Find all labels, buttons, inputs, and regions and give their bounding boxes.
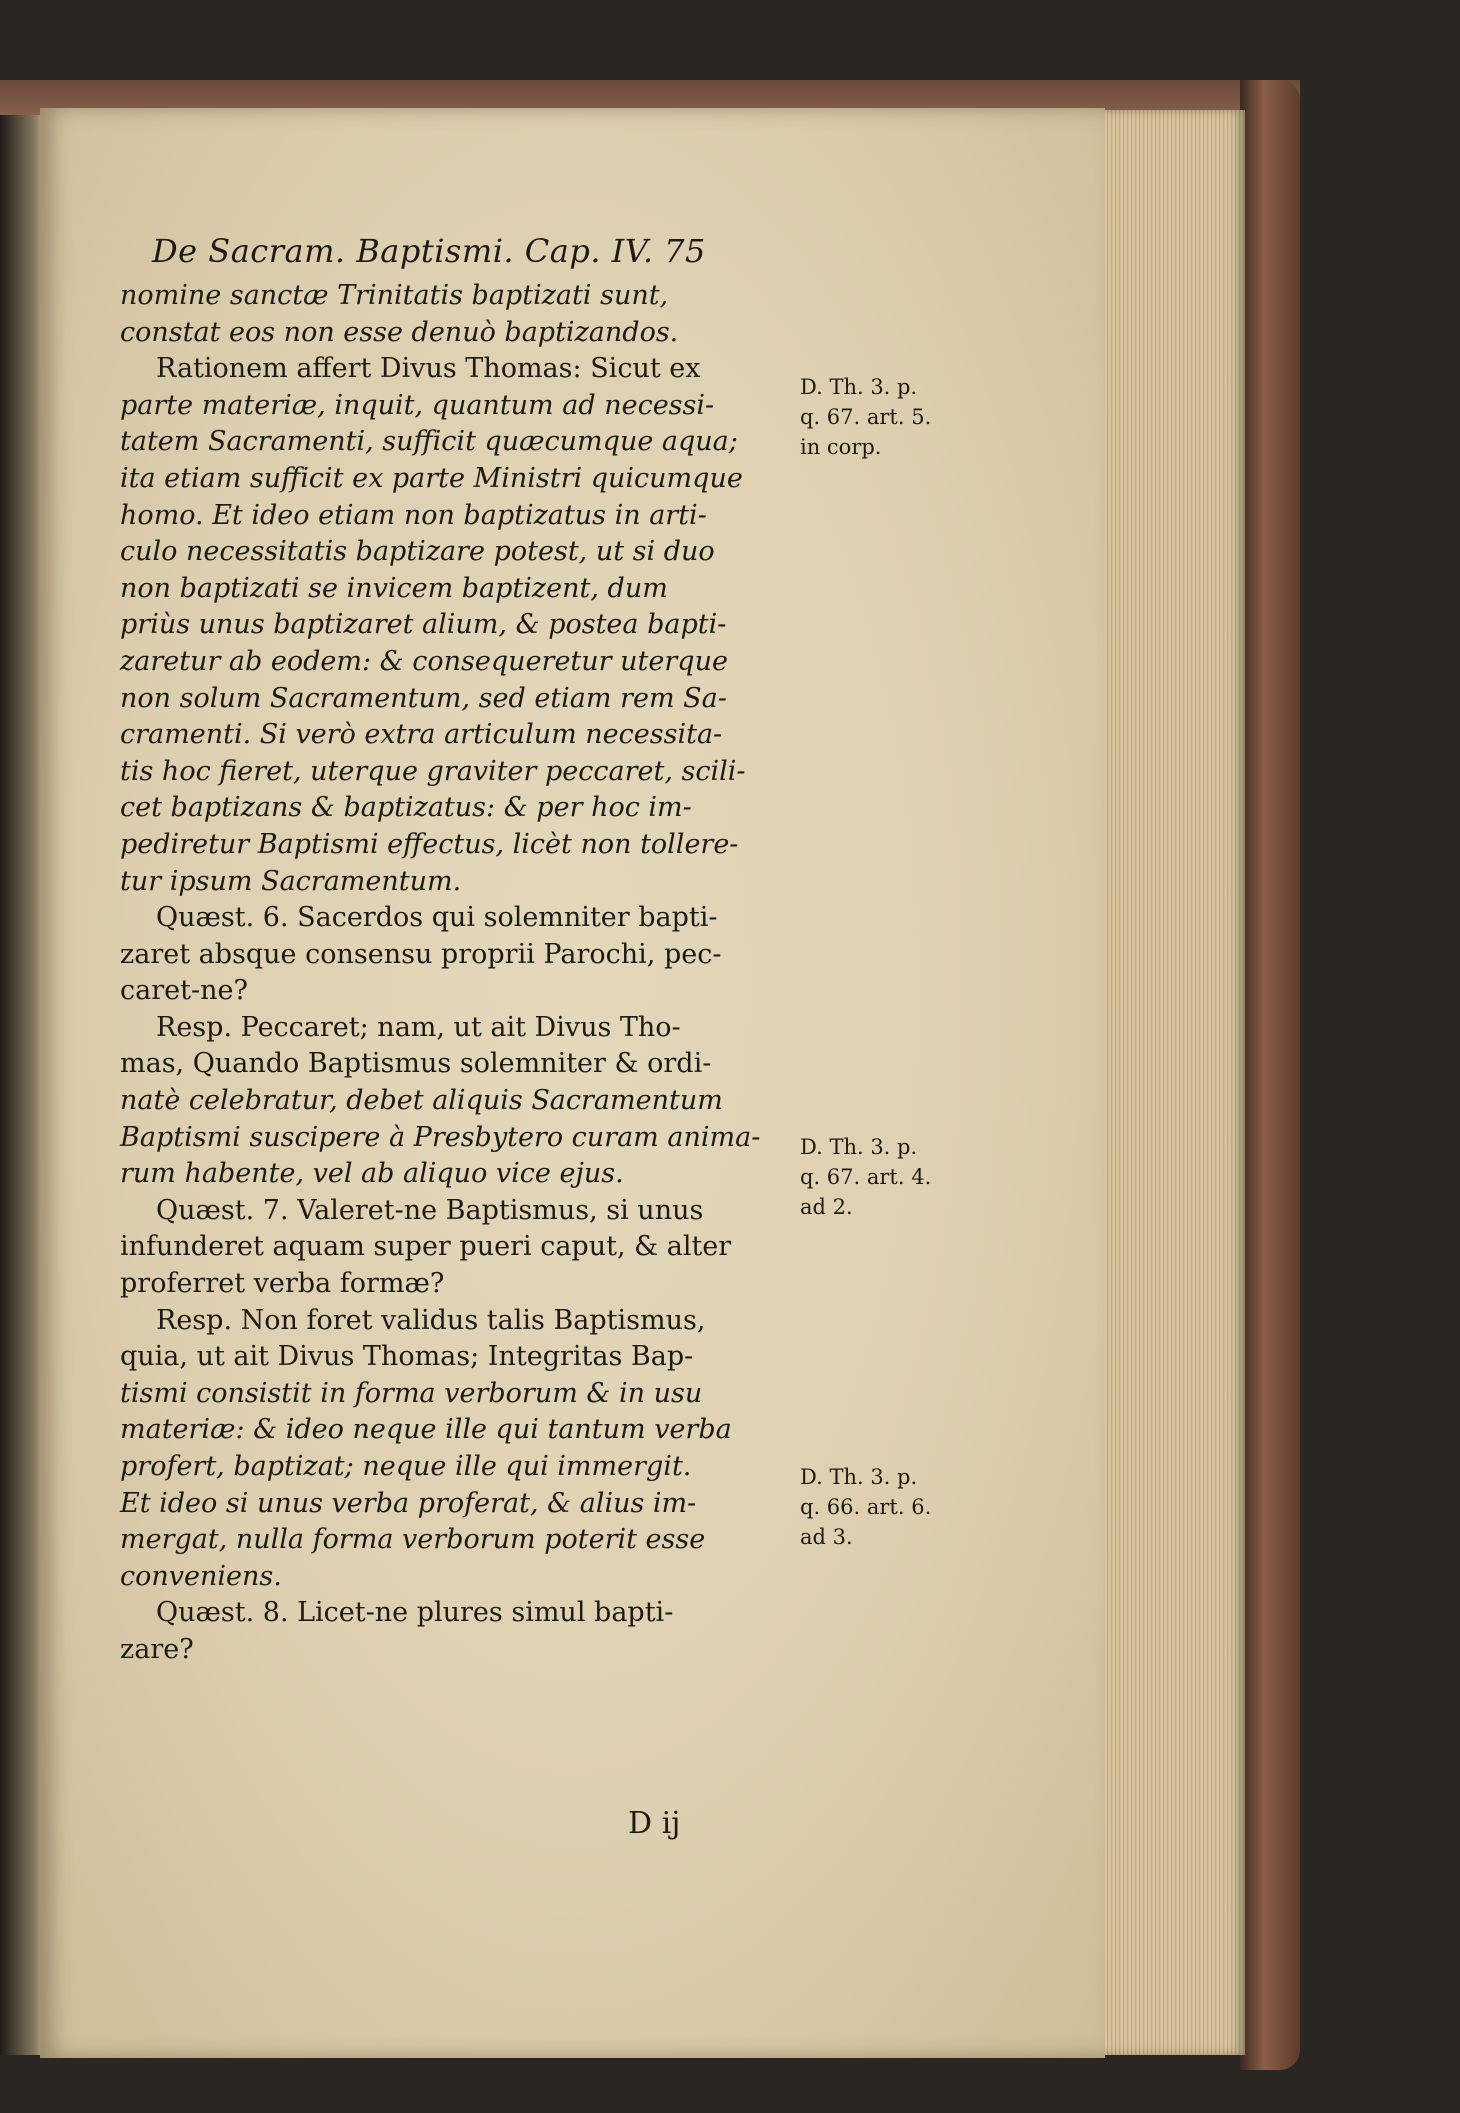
note-line: ad 2.	[800, 1195, 853, 1219]
note-line: ad 3.	[800, 1525, 853, 1549]
text-line: natè celebratur, debet aliquis Sacramentum	[120, 1085, 723, 1117]
text-line: tismi consistit in forma verborum & in usu	[120, 1377, 703, 1409]
book-back-cover	[1240, 80, 1300, 2070]
text-line: quia, ut ait Divus Thomas; Integritas Bap-	[120, 1341, 694, 1373]
note-line: q. 66. art. 6.	[800, 1495, 932, 1519]
text-line: Quæst. 6. Sacerdos qui solemniter bapti-	[156, 902, 718, 934]
page-edges	[1100, 110, 1245, 2055]
signature-mark: D ij	[628, 1806, 681, 1841]
text-line: constat eos non esse denuò baptizandos.	[120, 316, 679, 348]
text-line: conveniens.	[120, 1560, 282, 1592]
text-line: tatem Sacramenti, sufficit quæcumque aqua;	[120, 426, 738, 458]
text-line: pediretur Baptismi effectus, licèt non tollere-	[120, 828, 739, 860]
note-line: D. Th. 3. p.	[800, 1135, 918, 1159]
text-line: Quæst. 7. Valeret-ne Baptismus, si unus	[156, 1194, 704, 1226]
text-line: proferret verba formæ?	[120, 1268, 445, 1300]
note-line: q. 67. art. 5.	[800, 405, 932, 429]
text-line: cramenti. Si verò extra articulum necessita-	[120, 719, 723, 751]
text-line: zare?	[120, 1633, 194, 1665]
text-line: zaret absque consensu proprii Parochi, pec-	[120, 938, 722, 970]
text-line: rum habente, vel ab aliquo vice ejus.	[120, 1158, 624, 1190]
text-line: Resp. Peccaret; nam, ut ait Divus Tho-	[156, 1011, 681, 1043]
text-line: priùs unus baptizaret alium, & postea bapti-	[120, 609, 727, 641]
text-line: Resp. Non foret validus talis Baptismus,	[156, 1304, 706, 1336]
text-line: parte materiæ, inquit, quantum ad necessi-	[120, 389, 715, 421]
text-line: culo necessitatis baptizare potest, ut si duo	[120, 536, 715, 568]
text-line: homo. Et ideo etiam non baptizatus in arti-	[120, 499, 707, 531]
marginal-note-2	[800, 1132, 931, 1222]
text-line: mergat, nulla forma verborum poterit esse	[120, 1524, 706, 1556]
text-line: Et ideo si unus verba proferat, & alius im-	[120, 1487, 697, 1519]
text-line: ita etiam sufficit ex parte Ministri quicumque	[120, 462, 743, 494]
note-line: q. 67. art. 4.	[800, 1165, 932, 1189]
text-line: non solum Sacramentum, sed etiam rem Sa-	[120, 682, 727, 714]
text-line: Quæst. 8. Licet-ne plures simul bapti-	[156, 1597, 674, 1629]
text-line: zaretur ab eodem: & consequeretur uterque	[120, 645, 728, 677]
note-line: in corp.	[800, 435, 882, 459]
text-line: mas, Quando Baptismus solemniter & ordi-	[120, 1048, 712, 1080]
text-line: non baptizati se invicem baptizent, dum	[120, 572, 668, 604]
body-text	[120, 278, 800, 1669]
running-header: De Sacram. Baptismi. Cap. IV. 75	[152, 232, 706, 270]
marginal-note-1	[800, 372, 931, 462]
text-line: caret-ne?	[120, 975, 248, 1007]
text-line: materiæ: & ideo neque ille qui tantum verba	[120, 1414, 732, 1446]
note-line: D. Th. 3. p.	[800, 1465, 918, 1489]
text-line: nomine sanctæ Trinitatis baptizati sunt,	[120, 280, 669, 311]
text-line: profert, baptizat; neque ille qui immergit.	[120, 1451, 692, 1482]
note-line: D. Th. 3. p.	[800, 375, 918, 399]
marginal-note-3	[800, 1462, 931, 1552]
text-line: Rationem affert Divus Thomas: Sicut ex	[156, 353, 701, 385]
text-line: cet baptizans & baptizatus: & per hoc im-	[120, 792, 692, 824]
text-line: infunderet aquam super pueri caput, & alter	[120, 1231, 732, 1263]
left-page-edge	[0, 115, 45, 2055]
text-line: Baptismi suscipere à Presbytero curam anima-	[120, 1121, 761, 1153]
text-line: tis hoc fieret, uterque graviter peccaret, scili-	[120, 755, 746, 787]
text-line: tur ipsum Sacramentum.	[120, 865, 462, 897]
